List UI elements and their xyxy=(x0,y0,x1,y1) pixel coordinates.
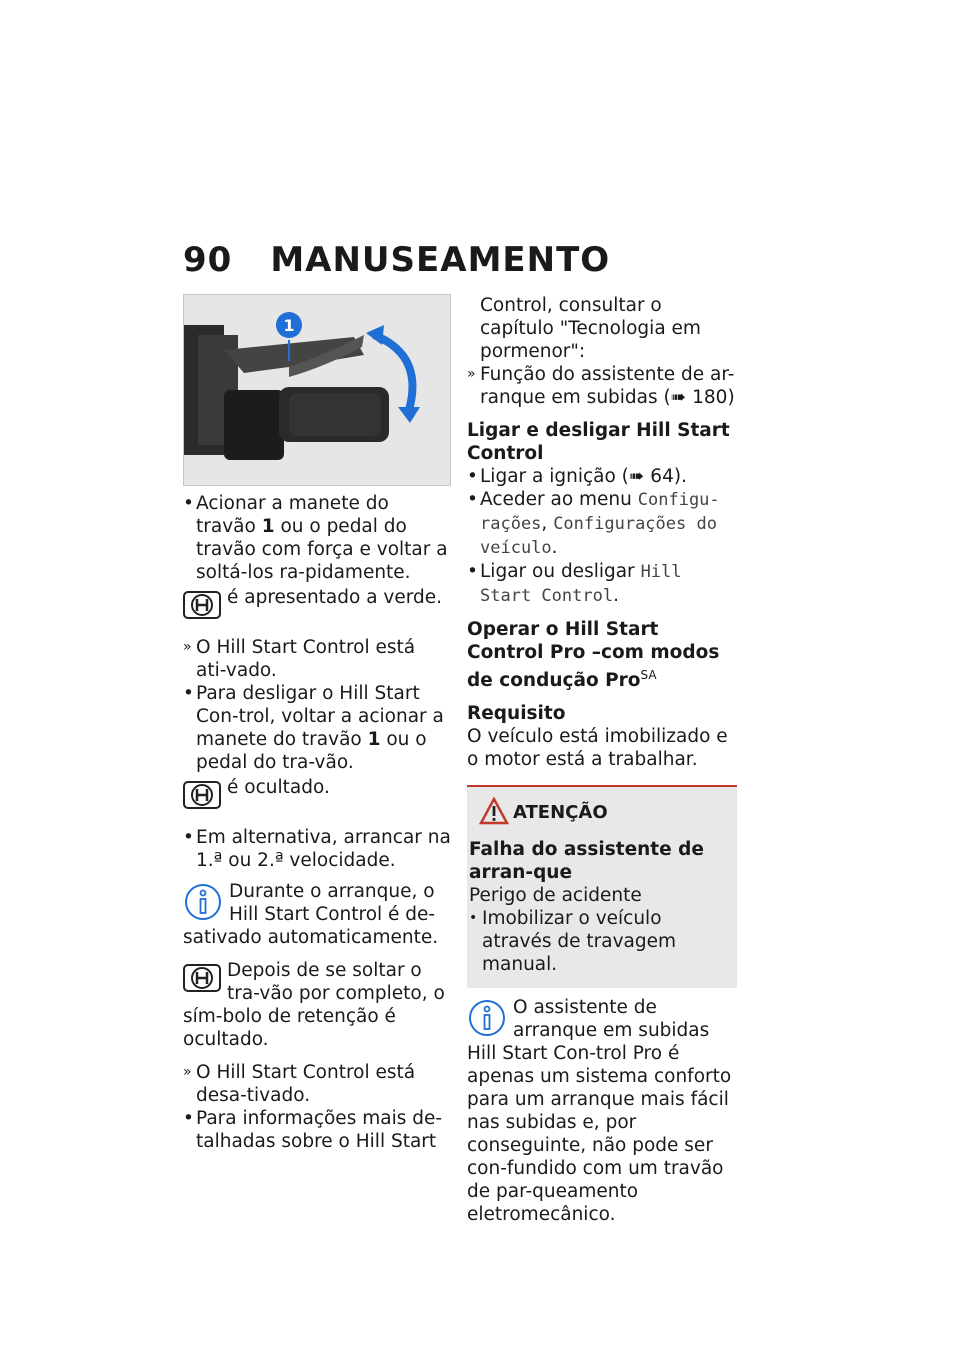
result-deactivated: » O Hill Start Control está desa-tivado. xyxy=(183,1062,416,1106)
step-toggle: • Ligar ou desligar Hill Start Control. xyxy=(467,561,682,606)
page-ref-arrow-icon: ➠ xyxy=(670,387,687,408)
continued-text: Control, consultar o capítulo "Tecnologia em pormenor": xyxy=(480,295,701,362)
right-column xyxy=(467,294,737,1236)
step-more-info: • Para informações mais de-talhadas sobre o Hill Start xyxy=(183,1108,443,1152)
bullet-icon: • xyxy=(467,466,478,487)
step-deactivate: • Para desligar o Hill Start Con-trol, voltar a acionar a manete do travão 1 ou o pedal do tra-vão. xyxy=(183,683,444,773)
requirement-title: Requisito xyxy=(467,703,566,725)
bullet-icon: • xyxy=(183,1108,194,1129)
section-heading-pro: Operar o Hill Start Control Pro –com modos de condução Pro$^{SA}$ xyxy=(467,619,720,692)
bullet-icon: • xyxy=(183,827,194,848)
step-menu: • Aceder ao menu Configu-rações, Configurações do veículo. xyxy=(467,489,720,558)
warning-panel xyxy=(467,785,737,988)
result-activated: » O Hill Start Control está ati-vado. xyxy=(183,637,416,681)
hill-hold-h-icon xyxy=(183,588,221,622)
page-number: 90 xyxy=(183,240,233,280)
hill-hold-h-icon xyxy=(183,778,221,812)
section-heading-on-off: Ligar e desligar Hill Start Control xyxy=(467,420,730,464)
warning-title: ATENÇÃO xyxy=(513,802,608,824)
step-alternative: • Em alternativa, arrancar na 1.ª ou 2.ª velocidade. xyxy=(183,827,451,871)
page-title: MANUSEAMENTO xyxy=(270,240,611,280)
indicator-note-green: é apresentado a verde. xyxy=(183,586,451,626)
handlebar-illustration xyxy=(184,295,450,485)
bullet-icon: • xyxy=(469,910,478,927)
bullet-icon: • xyxy=(467,489,478,510)
callout-number: 1 xyxy=(283,316,295,335)
result-reference: » Função do assistente de ar-ranque em subidas (➠ 180) xyxy=(467,364,735,408)
requirement-text: O veículo está imobilizado e o motor está a trabalhar. xyxy=(467,726,728,771)
info-note-3: O assistente de arranque em subidas Hill Start Con-trol Pro é apenas um sistema conforto para um arranque mais fácil nas subidas e, por conseguinte, não pode ser con-fundido com um travão de par-queamento eletromecânico. xyxy=(467,997,732,1226)
brake-lever-figure xyxy=(183,294,451,486)
bullet-icon: • xyxy=(467,561,478,582)
warning-text: Perigo de acidente xyxy=(469,885,642,907)
result-arrow-icon: » xyxy=(467,366,476,382)
hill-hold-h-icon xyxy=(183,961,221,995)
info-icon xyxy=(467,998,507,1038)
result-arrow-icon: » xyxy=(183,639,192,655)
page-ref-arrow-icon: ➠ xyxy=(628,466,645,487)
result-arrow-icon: » xyxy=(183,1064,192,1080)
step-ignition: • Ligar a ignição (➠ 64). xyxy=(467,466,687,487)
left-column xyxy=(183,294,451,1153)
indicator-note-hidden: é ocultado. xyxy=(183,776,451,816)
bullet-icon: • xyxy=(183,683,194,704)
step-activate: • Acionar a manete do travão 1 ou o pedal do travão com força e voltar a soltá-los ra-pidamente. xyxy=(183,493,448,583)
warning-triangle-icon xyxy=(479,797,509,825)
info-note-1: Durante o arranque, o Hill Start Control é de-sativado automaticamente. xyxy=(183,881,439,948)
info-note-2: Depois de se soltar o tra-vão por completo, o sím-bolo de retenção é ocultado. xyxy=(183,960,445,1050)
warning-item: • Imobilizar o veículo através de travagem manual. xyxy=(469,908,677,976)
info-icon xyxy=(183,882,223,922)
warning-heading: Falha do assistente de arran-que xyxy=(469,839,704,884)
page-header xyxy=(183,240,610,280)
bullet-icon: • xyxy=(183,493,194,514)
